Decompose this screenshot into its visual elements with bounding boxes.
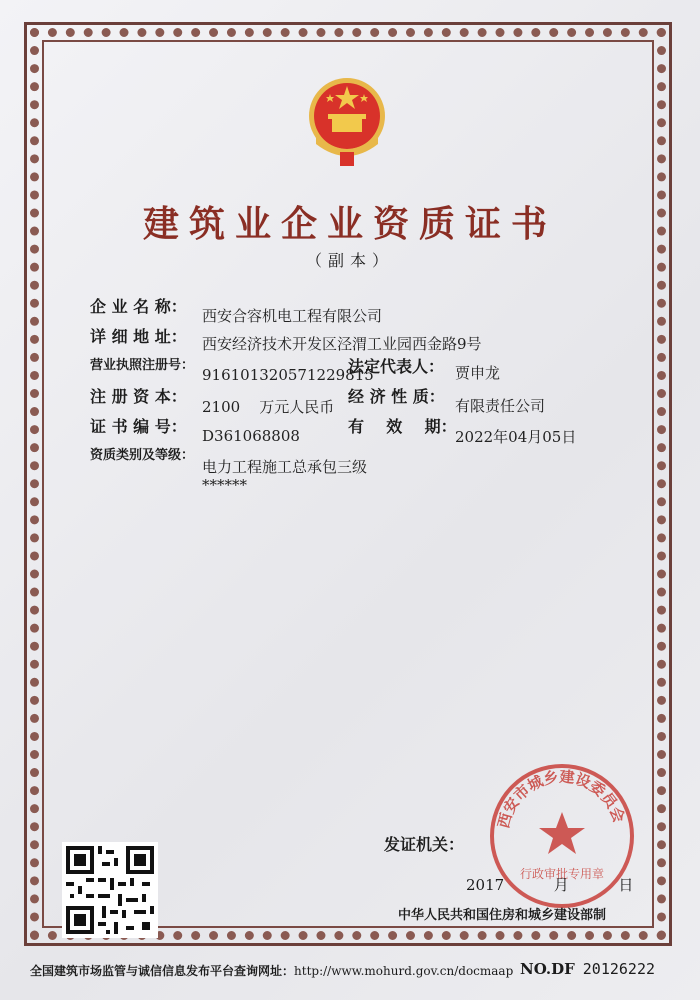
- footer-query: [30, 962, 513, 979]
- cert-no-value: D361068808: [202, 427, 300, 445]
- serial-number: [520, 960, 655, 978]
- issuer-label: 发证机关：: [384, 835, 465, 854]
- economic-nature-value: 有限责任公司: [455, 397, 546, 415]
- valid-until-label: 有 效 期：: [348, 417, 457, 436]
- legal-rep-label: 法定代表人：: [348, 357, 445, 376]
- legal-rep-value: 贾申龙: [455, 364, 501, 382]
- seal-subtext: 行政审批专用章: [519, 867, 605, 881]
- serial-digits: 20126222: [582, 960, 656, 978]
- seal-text: 西安市城乡建设委员会: [494, 767, 629, 831]
- company-name-label: 企 业 名 称：: [90, 297, 187, 316]
- qualification-value: 电力工程施工总承包三级: [202, 458, 368, 476]
- qualification-extra: ******: [202, 476, 247, 494]
- address-value: 西安经济技术开发区泾渭工业园西金路9号: [202, 335, 482, 353]
- certificate-title: 建筑业企业资质证书: [142, 203, 557, 245]
- issue-date-year: 2017: [466, 876, 505, 894]
- valid-until-value: 2022年04月05日: [455, 428, 577, 446]
- economic-nature-label: 经 济 性 质：: [348, 387, 445, 406]
- cert-no-label: 证 书 编 号：: [90, 417, 187, 436]
- address-label: 详 细 地 址：: [90, 327, 187, 346]
- license-no-value: 916101320571229815: [202, 366, 374, 384]
- issue-date-month-label: 月: [553, 876, 569, 894]
- capital-value: 2100 万元人民币: [202, 398, 335, 416]
- capital-label: 注 册 资 本：: [90, 387, 187, 406]
- certificate-subtitle: （副本）: [305, 251, 394, 270]
- serial-prefix: NO.DF: [520, 960, 575, 978]
- qr-code-icon: [62, 842, 158, 938]
- national-emblem-icon: [302, 72, 392, 168]
- footer-label: 全国建筑市场监管与诚信信息发布平台查询网址：: [30, 964, 295, 978]
- footer-url[interactable]: http://www.mohurd.gov.cn/docmaap: [294, 964, 514, 978]
- license-no-label: 营业执照注册号：: [90, 358, 195, 373]
- company-name-value: 西安合容机电工程有限公司: [202, 307, 383, 325]
- issuing-department: 中华人民共和国住房和城乡建设部制: [398, 908, 607, 923]
- qualification-label: 资质类别及等级：: [90, 448, 195, 463]
- issue-date-day-label: 日: [618, 876, 634, 894]
